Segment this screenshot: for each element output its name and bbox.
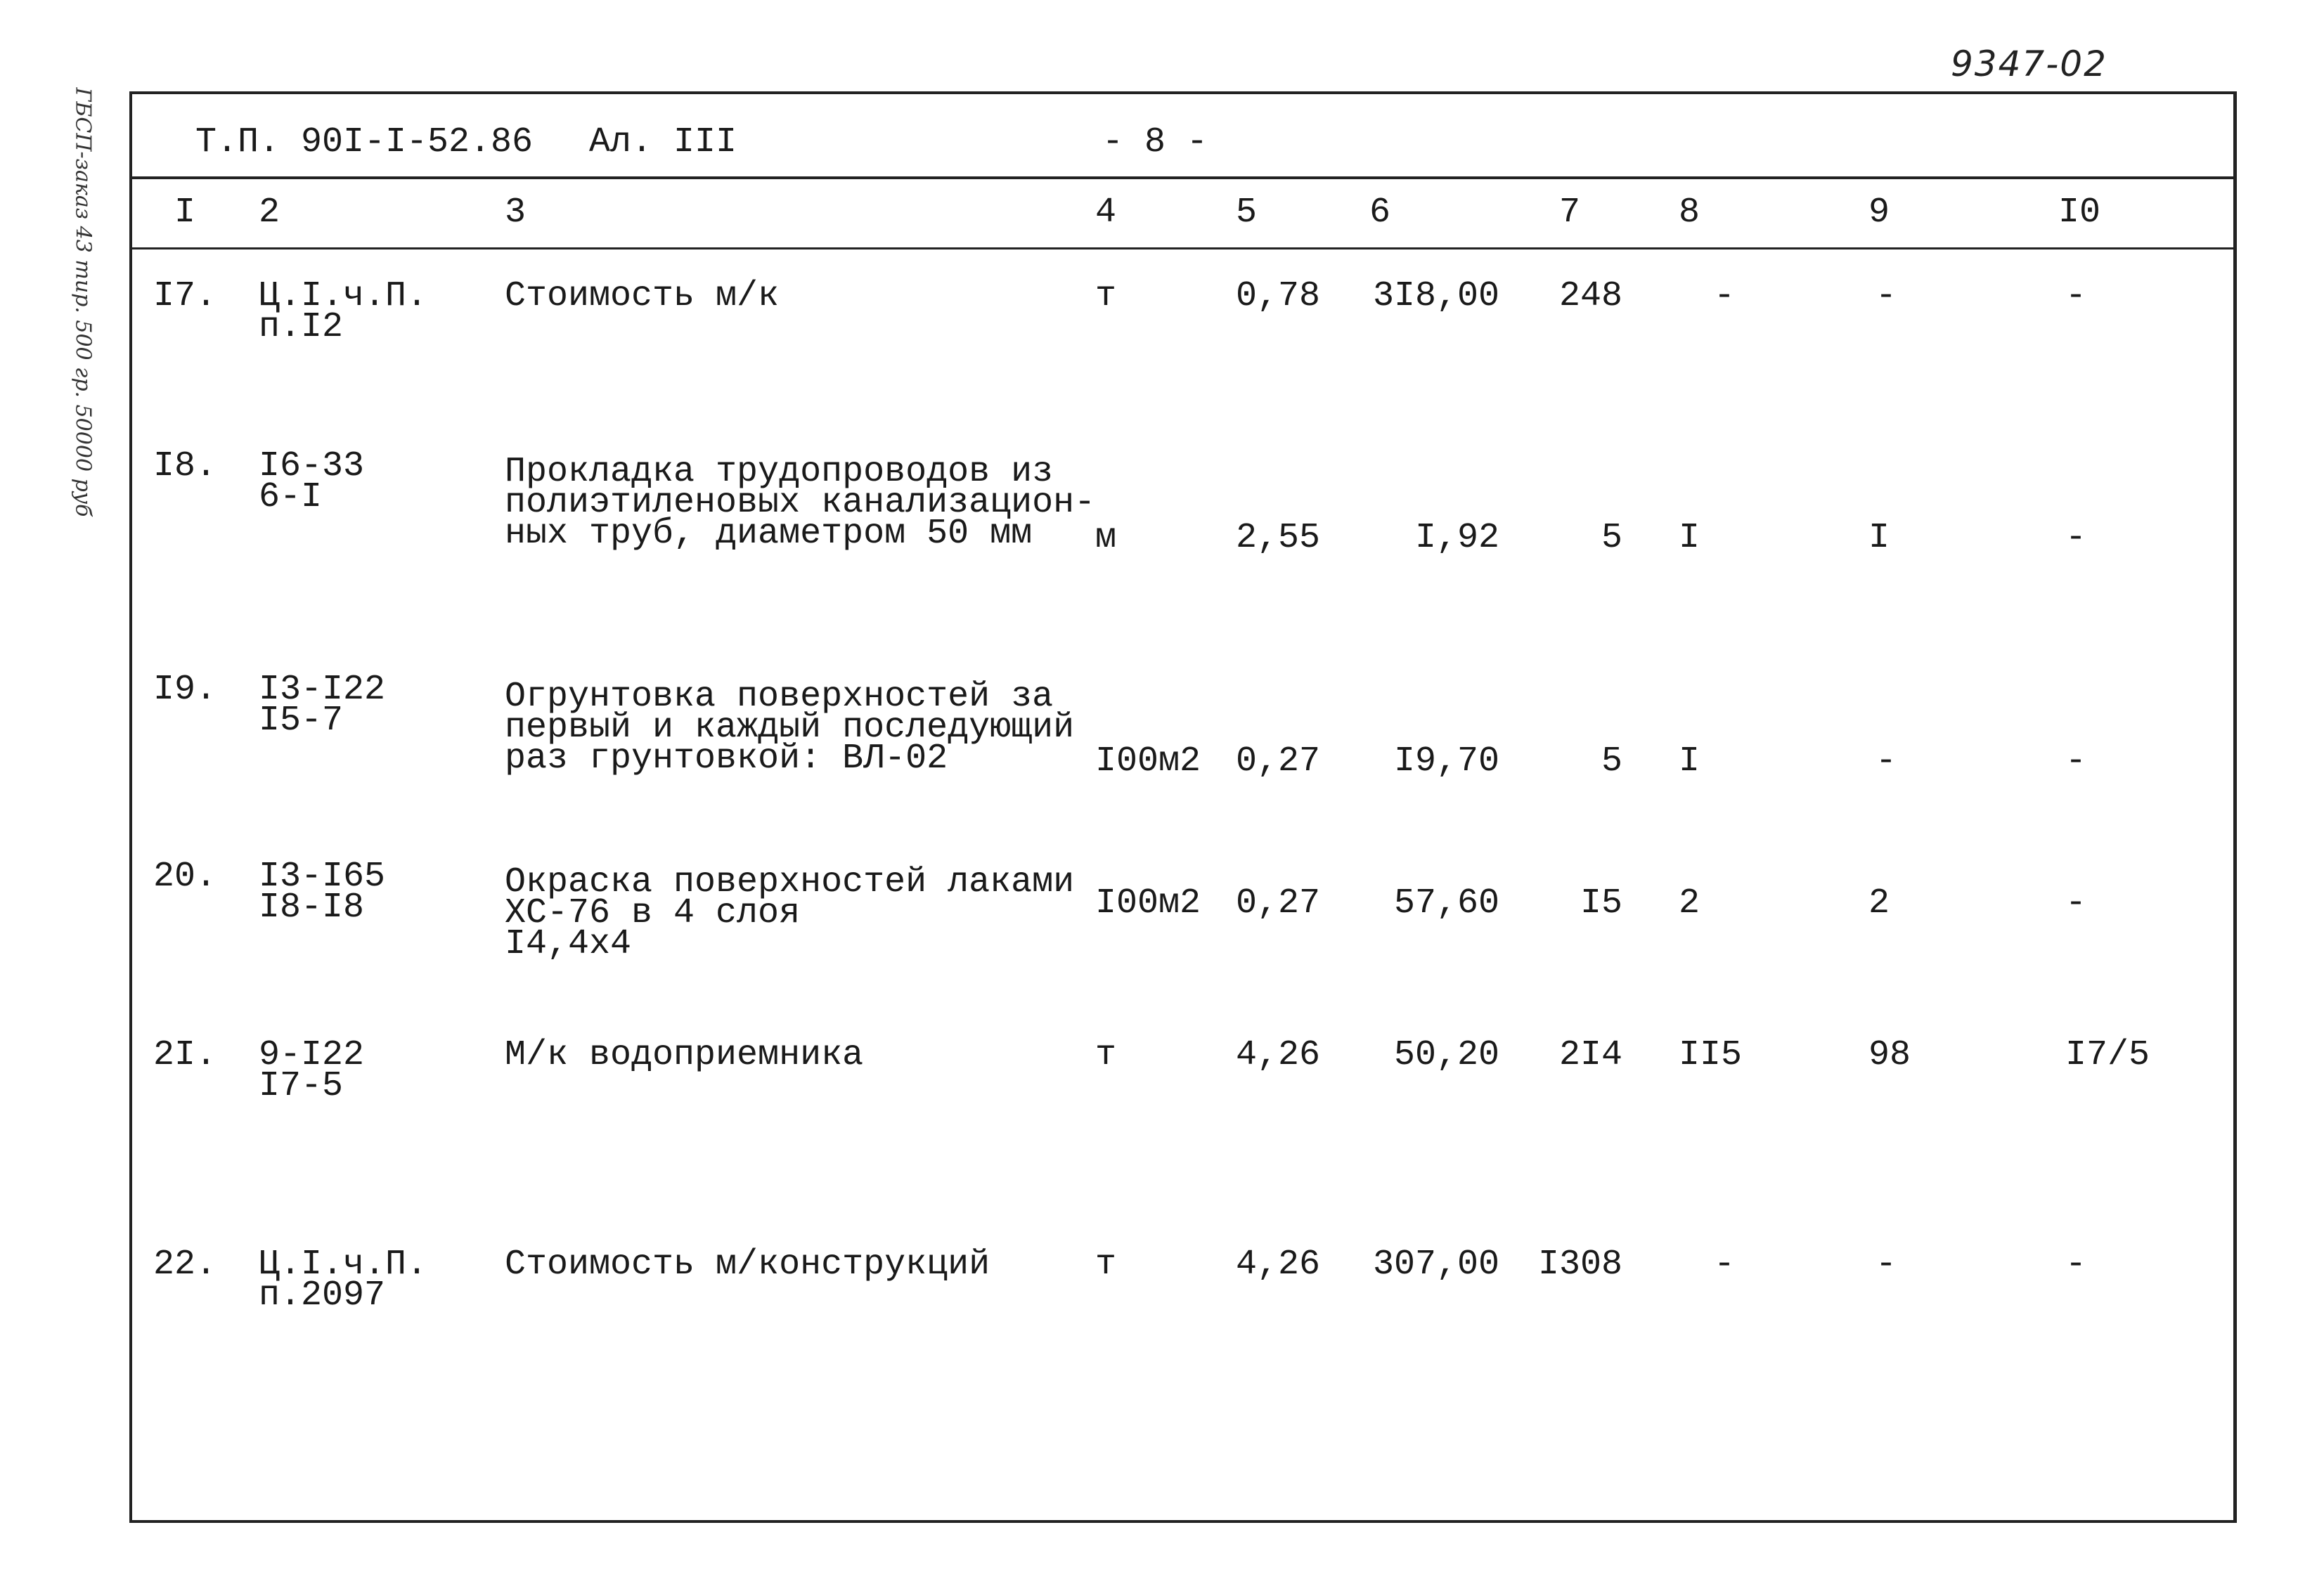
header-divider — [132, 176, 2233, 179]
row-unit: т — [1095, 1245, 1117, 1285]
row-col7: 5 — [1601, 741, 1622, 781]
side-stamp-text: ГБСП-заказ 43 тир. 500 гр. 50000 руб — [70, 87, 96, 517]
row-number: I8. — [153, 446, 217, 486]
row-number: I7. — [153, 276, 217, 316]
row-description-line: Огрунтовка поверхностей за — [505, 677, 1054, 717]
row-col9: - — [1876, 276, 1897, 316]
row-price: I9,70 — [1393, 741, 1499, 781]
row-code-line: I5-7 — [259, 701, 344, 741]
column-header-divider — [132, 247, 2233, 249]
row-col7: I5 — [1580, 883, 1622, 923]
header-series: 90I-I-52.86 — [301, 122, 534, 162]
row-description-line: первый и каждый последующий — [505, 708, 1075, 748]
row-price: 50,20 — [1393, 1035, 1499, 1075]
row-col8: I — [1679, 741, 1700, 781]
document-code: 9347-02 — [1951, 44, 2107, 84]
row-description-line: Прокладка трудопроводов из — [505, 452, 1054, 492]
row-description-line: ных труб, диаметром 50 мм — [505, 514, 1033, 554]
row-code-line: 6-I — [259, 477, 323, 517]
row-code-line: I7-5 — [259, 1066, 344, 1106]
row-description-line: раз грунтовкой: ВЛ-02 — [505, 739, 948, 779]
row-unit: т — [1095, 1035, 1117, 1075]
row-quantity: 0,27 — [1236, 741, 1321, 781]
row-code-line: Ц.I.ч.П. — [259, 1245, 428, 1285]
row-description-line: полиэтиленовых канализацион- — [505, 483, 1096, 523]
row-code-line: I3-I65 — [259, 857, 386, 897]
row-description-line: М/к водоприемника — [505, 1035, 864, 1075]
page-frame — [129, 91, 2237, 1523]
row-unit: I00м2 — [1095, 741, 1201, 781]
row-col9: - — [1876, 1245, 1897, 1285]
row-code-line: I6-33 — [259, 446, 365, 486]
row-col7: I308 — [1537, 1245, 1622, 1285]
row-col8: I — [1679, 518, 1700, 558]
row-col10: - — [2065, 741, 2087, 781]
row-col8: 2 — [1679, 883, 1700, 923]
row-unit: I00м2 — [1095, 883, 1201, 923]
row-description-line: Стоимость м/к — [505, 276, 780, 316]
row-col7: 2I4 — [1558, 1035, 1622, 1075]
row-number: 2I. — [153, 1035, 217, 1075]
row-col9: 98 — [1868, 1035, 1911, 1075]
col-head-8: 8 — [1679, 193, 1700, 233]
row-quantity: 2,55 — [1236, 518, 1321, 558]
header-album: Ал. III — [589, 122, 737, 162]
side-stamp — [62, 87, 104, 517]
row-col9: 2 — [1868, 883, 1890, 923]
row-code-line: Ц.I.ч.П. — [259, 276, 428, 316]
row-price: 3I8,00 — [1372, 276, 1499, 316]
row-price: 307,00 — [1372, 1245, 1499, 1285]
row-description-line: ХС-76 в 4 слоя — [505, 893, 801, 933]
row-code-line: п.2097 — [259, 1276, 386, 1316]
row-col8: - — [1714, 1245, 1736, 1285]
row-unit: м — [1095, 518, 1117, 558]
row-quantity: 4,26 — [1236, 1035, 1321, 1075]
row-code-line: I3-I22 — [259, 670, 386, 710]
row-code-line: 9-I22 — [259, 1035, 365, 1075]
col-head-3: 3 — [505, 193, 527, 233]
row-number: I9. — [153, 670, 217, 710]
row-price: I,92 — [1414, 518, 1499, 558]
row-col8: - — [1714, 276, 1736, 316]
col-head-2: 2 — [259, 193, 280, 233]
row-description-line: Стоимость м/конструкций — [505, 1245, 990, 1285]
row-quantity: 4,26 — [1236, 1245, 1321, 1285]
row-number: 22. — [153, 1245, 217, 1285]
row-col8: II5 — [1679, 1035, 1743, 1075]
header-tp: Т.П. — [195, 122, 280, 162]
row-col10: - — [2065, 1245, 2087, 1285]
row-col9: I — [1868, 518, 1890, 558]
col-head-5: 5 — [1236, 193, 1258, 233]
header-page-number: - 8 - — [1102, 122, 1208, 162]
col-head-9: 9 — [1868, 193, 1890, 233]
row-col10: I7/5 — [2065, 1035, 2150, 1075]
row-price: 57,60 — [1393, 883, 1499, 923]
row-quantity: 0,78 — [1236, 276, 1321, 316]
col-head-1: I — [174, 193, 196, 233]
row-description-line: I4,4х4 — [505, 924, 632, 964]
col-head-6: 6 — [1369, 193, 1391, 233]
row-code-line: I8-I8 — [259, 888, 365, 928]
row-quantity: 0,27 — [1236, 883, 1321, 923]
row-col7: 5 — [1601, 518, 1622, 558]
row-col10: - — [2065, 518, 2087, 558]
row-col10: - — [2065, 883, 2087, 923]
row-col10: - — [2065, 276, 2087, 316]
row-col9: - — [1876, 741, 1897, 781]
row-code-line: п.I2 — [259, 307, 344, 347]
row-number: 20. — [153, 857, 217, 897]
row-col7: 248 — [1558, 276, 1622, 316]
col-head-7: 7 — [1559, 193, 1581, 233]
row-unit: т — [1095, 276, 1117, 316]
col-head-10: I0 — [2058, 193, 2101, 233]
col-head-4: 4 — [1095, 193, 1117, 233]
row-description-line: Окраска поверхностей лаками — [505, 862, 1075, 902]
